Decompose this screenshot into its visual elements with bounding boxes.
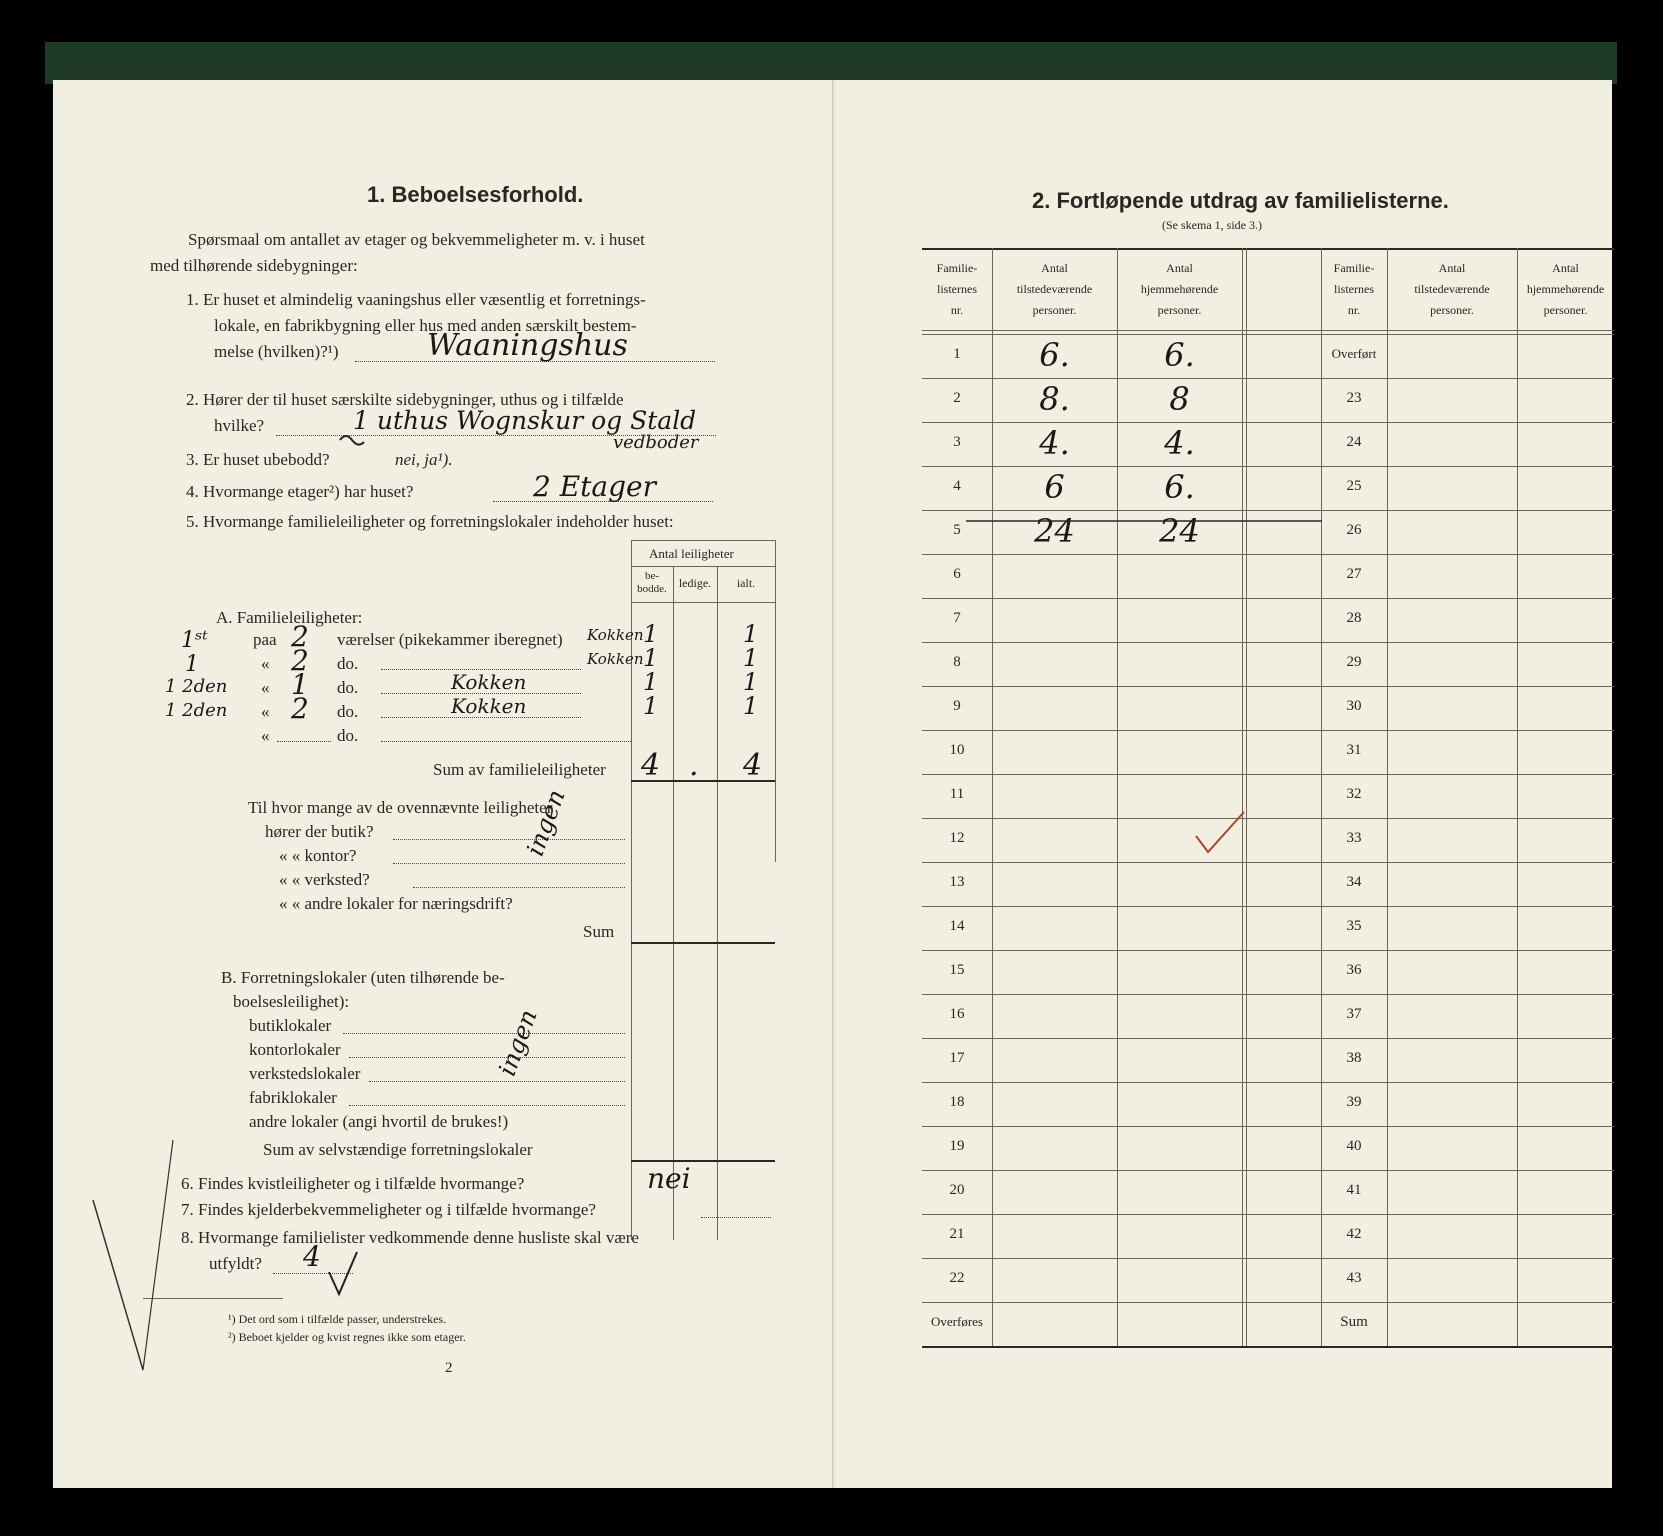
q2-answer-continued: vedboder [613,432,699,453]
row-nr: 3 [953,434,961,450]
b-item-andre: andre lokaler (angi hvortil de brukes!) [249,1112,509,1131]
ingen-1: ingen [521,785,571,860]
a-row-4-ialt: 1 [743,692,759,720]
red-check-stroke [1196,812,1244,852]
q2-line-2: hvilke? [214,416,265,435]
a-row-prefix: paa [253,630,277,649]
q6-text: 6. Findes kvistleiligheter og i tilfælde hvormange? [181,1174,525,1193]
row-nr: 19 [949,1138,965,1154]
antal-header: Antal leiligheter [649,546,734,561]
q2-line-1: 2. Hører der til huset særskilte sidebygninger, uthus og i tilfælde [186,390,624,409]
row-nr: 10 [949,742,965,758]
row-nr: 13 [949,874,965,890]
row-nr-right: 41 [1346,1182,1362,1198]
q2-answer: 1 uthus Wognskur og Stald [353,406,697,435]
row-hjemme: 4. [1164,424,1195,462]
a-row-note: Kokken [451,694,527,718]
row-nr-right: 39 [1346,1094,1362,1110]
row-nr-right: 38 [1346,1050,1362,1066]
a-row-3-bebodde: 1 [643,668,659,696]
q5-text: 5. Hvormange familieleiligheter og forretningslokaler indeholder huset: [186,512,674,531]
sum-label: Sum [583,922,615,941]
row-nr: 20 [949,1182,965,1198]
a-row-4-bebodde: 1 [643,692,659,720]
a-row-2-ialt: 1 [743,644,759,672]
row-nr: 1 [953,346,961,362]
row-tilstede: 4. [1039,424,1070,462]
a-row-note: Kokken [451,670,527,694]
a-row-1-ialt: 1 [743,620,759,648]
a-row-margin: 1 [185,652,199,677]
row-nr: 11 [949,786,965,802]
row-tilstede: 6 [1044,468,1065,506]
row-nr-right: 32 [1346,786,1362,802]
header-hjemme-right: Antal hjemmehørende personer. [1526,261,1605,317]
row-nr: 21 [949,1226,965,1242]
section-b-line-1: B. Forretningslokaler (uten tilhørende be- [221,968,505,987]
a-row-rooms: 2 [291,692,309,725]
q8-line-2: utfyldt? [209,1254,262,1273]
col-ledige: ledige. [678,576,712,590]
verksted-question: « « verksted? [279,870,370,889]
row-nr: 14 [949,918,965,934]
row-nr-right: 26 [1346,522,1362,538]
a-row-1-bebodde: 1 [643,620,659,648]
intro-line-1: Spørsmaal om antallet av etager og bekvemmeligheter m. v. i huset [188,230,645,249]
q4-answer: 2 Etager [533,470,656,503]
a-row-text: do. [337,654,359,673]
q7-text: 7. Findes kjelderbekvemmeligheter og i tilfælde hvormange? [181,1200,596,1219]
row-nr-right: 25 [1346,478,1362,494]
row-nr-right: 35 [1346,918,1362,934]
b-item-verksted: verkstedslokaler [249,1064,361,1083]
row-hjemme: 6. [1164,468,1195,506]
a-row-text: do. [337,726,359,745]
row-tilstede: 24 [1034,512,1075,550]
page-number: 2 [445,1360,453,1376]
footnote-2: ²) Beboet kjelder og kvist regnes ikke som etager. [228,1330,466,1344]
row-nr: 15 [949,962,965,978]
b-item-kontor: kontorlokaler [249,1040,341,1059]
row-nr-right: Overført [1331,346,1377,361]
andre-question: « « andre lokaler for næringsdrift? [279,894,513,913]
row-nr: 7 [953,610,961,626]
a-row-text: værelser (pikekammer iberegnet) [337,630,563,649]
col-ialt: ialt. [736,576,756,590]
row-hjemme: 8 [1169,380,1190,418]
a-row-3-ialt: 1 [743,668,759,696]
row-nr: 6 [953,566,961,582]
row-nr: 17 [949,1050,965,1066]
butik-question-1: Til hvor mange av de ovennævnte leiligheter [248,798,553,817]
footnote-1: ¹) Det ord som i tilfælde passer, understrekes. [228,1312,447,1326]
ingen-2: ingen [493,1005,543,1080]
section-b-line-2: boelsesleilighet): [233,992,350,1011]
row-nr-right: 37 [1346,1006,1362,1022]
section-1-title: 1. Beboelsesforhold. [367,182,584,207]
b-item-butik: butiklokaler [249,1016,332,1035]
header-tilstede-left: Antal tilstedeværende personer. [1016,261,1093,317]
kontor-question: « « kontor? [279,846,357,865]
row-nr-right: 42 [1346,1226,1362,1242]
row-nr-right: 30 [1346,698,1362,714]
row-nr: 16 [949,1006,965,1022]
a-row-margin: 1 2den [165,700,228,721]
q4-text: 4. Hvormange etager²) har huset? [186,482,414,501]
row-nr-right: 33 [1346,830,1362,846]
col-bebodde: be- bodde. [637,570,667,595]
a-row-margin: 1 2den [165,676,228,697]
q1-line-3: melse (hvilken)?¹) [214,342,339,361]
row-hjemme: 6. [1164,336,1195,374]
row-nr-right: 23 [1346,390,1362,406]
section-a-label: A. Familieleiligheter: [216,608,363,627]
a-row-note: Kokken [587,650,644,668]
a-row-text: do. [337,678,359,697]
row-nr: 8 [953,654,961,670]
row-nr-right: 34 [1346,874,1362,890]
sum-fam-bebodde: 4 [641,748,661,783]
row-nr: 2 [953,390,961,406]
row-nr: 4 [953,478,961,494]
row-nr: 9 [953,698,961,714]
intro-line-2: med tilhørende sidebygninger: [150,256,358,275]
q1-answer: Waaningshus [427,328,628,363]
row-nr-right: 36 [1346,962,1362,978]
q3-text: 3. Er huset ubebodd? [186,450,330,469]
a-row-rooms: 2 [291,620,309,653]
row-nr-right: 24 [1346,434,1362,450]
header-nr-right: Familie- listernes nr. [1333,261,1375,317]
a-row-text: do. [337,702,359,721]
sum-fam-ledige: . [689,748,699,783]
a-row-prefix: « [261,678,270,697]
section-2-title: 2. Fortløpende utdrag av familielisterne. [1032,188,1449,213]
q8-line-1: 8. Hvormange familielister vedkommende denne husliste skal være [181,1228,639,1247]
a-row-note: Kokken [587,626,644,644]
row-nr-right: 43 [1346,1270,1362,1286]
row-nr: 18 [949,1094,965,1110]
row-tilstede: 6. [1039,336,1070,374]
row-hjemme: 24 [1159,512,1200,550]
section-2-subtitle: (Se skema 1, side 3.) [1162,218,1262,232]
row-nr: 12 [949,830,965,846]
a-row-prefix: « [261,726,270,745]
sum-b-label: Sum av selvstændige forretningslokaler [263,1140,533,1159]
row-nr-right: 31 [1346,742,1362,758]
header-hjemme-left: Antal hjemmehørende personer. [1140,261,1219,317]
a-row-2-bebodde: 1 [643,644,659,672]
a-row-margin: 1ˢᵗ [181,628,208,653]
row-tilstede: 8. [1039,380,1070,418]
q6-answer: nei [647,1162,691,1195]
q8-answer: 4 [303,1240,321,1273]
q1-line-2: lokale, en fabrikbygning eller hus med anden særskilt bestem- [214,316,637,335]
q3-options: nei, ja¹). [395,450,453,469]
header-tilstede-right: Antal tilstedeværende personer. [1414,261,1490,317]
row-nr-right: 40 [1346,1138,1362,1154]
a-row-rooms: 1 [291,668,309,701]
a-row-prefix: « [261,702,270,721]
row-nr-right: 27 [1346,566,1362,582]
sum-fam-label: Sum av familieleiligheter [433,760,606,779]
butik-question-2: hører der butik? [265,822,374,841]
row-nr: Overføres [931,1314,983,1329]
row-nr: 22 [949,1270,965,1286]
row-nr: 5 [953,522,961,538]
row-nr-right: 28 [1346,610,1362,626]
a-row-rooms: 2 [291,644,309,677]
row-nr-right: 29 [1346,654,1362,670]
q1-line-1: 1. Er huset et almindelig vaaningshus eller væsentlig et forretnings- [186,290,646,309]
sum-fam-ialt: 4 [743,748,763,783]
header-nr-left: Familie- listernes nr. [936,261,978,317]
a-row-prefix: « [261,654,270,673]
b-item-fabrik: fabriklokaler [249,1088,337,1107]
row-nr-right: Sum [1340,1314,1368,1330]
